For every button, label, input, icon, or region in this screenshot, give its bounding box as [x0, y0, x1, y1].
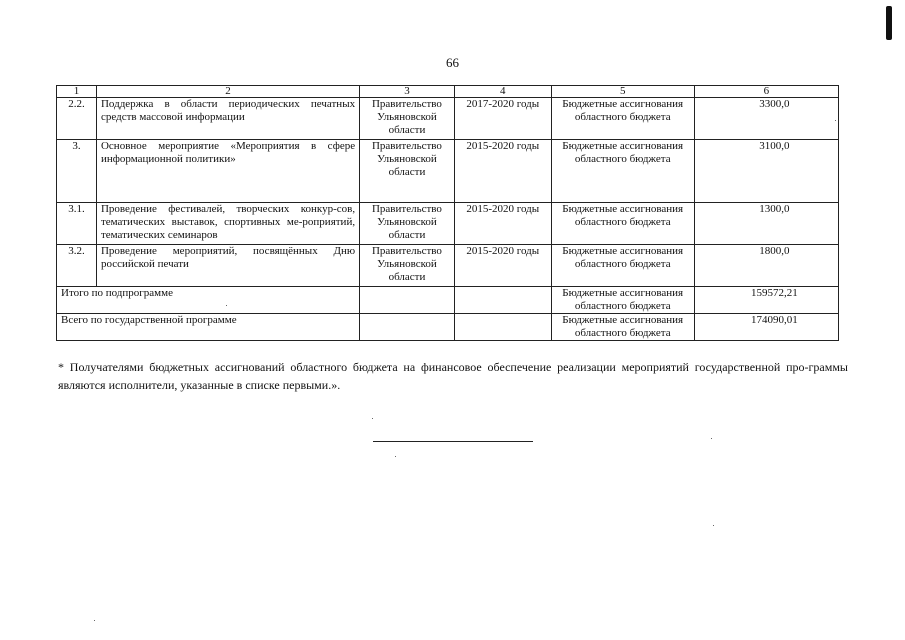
funding-source: Бюджетные ассигнования областного бюджета [551, 203, 694, 245]
table-row [57, 245, 839, 287]
row-number: 3.1. [57, 203, 97, 245]
amount: 1800,0 [694, 245, 838, 287]
activity-name: Основное мероприятие «Мероприятия в сфере информационной политики» [96, 140, 359, 203]
binding-mark [886, 6, 892, 40]
column-number-4: 4 [454, 86, 551, 98]
row-number: 3. [57, 140, 97, 203]
executor: Правительство Ульяновской области [360, 203, 455, 245]
funding-source: Бюджетные ассигнования областного бюджета [551, 314, 694, 341]
empty-cell [360, 287, 455, 314]
subtotal-label: Итого по подпрограмме [57, 287, 360, 314]
table-row [57, 203, 839, 245]
period: 2017-2020 годы [454, 98, 551, 140]
executor: Правительство Ульяновской области [360, 245, 455, 287]
footnote: * Получателями бюджетных ассигнований областного бюджета на финансовое обеспечение реализации мероприятий государственной про-граммы являются исполнители, указанные в списке первыми.». [58, 360, 848, 392]
empty-cell [360, 314, 455, 341]
table-row [57, 140, 839, 203]
table-row [57, 98, 839, 140]
scan-speck [713, 525, 714, 526]
column-number-1: 1 [57, 86, 97, 98]
period: 2015-2020 годы [454, 140, 551, 203]
row-number: 2.2. [57, 98, 97, 140]
scan-speck [226, 305, 227, 306]
period: 2015-2020 годы [454, 245, 551, 287]
column-number-2: 2 [96, 86, 359, 98]
amount: 3100,0 [694, 140, 838, 203]
grand-total-label: Всего по государственной программе [57, 314, 360, 341]
subtotal-row [57, 287, 839, 314]
activity-name: Проведение мероприятий, посвящённых Дню российской печати [96, 245, 359, 287]
amount: 1300,0 [694, 203, 838, 245]
column-number-3: 3 [360, 86, 455, 98]
budget-table [56, 85, 839, 341]
scan-speck [835, 120, 836, 121]
executor: Правительство Ульяновской области [360, 140, 455, 203]
grand-total-row [57, 314, 839, 341]
page-number: 66 [446, 55, 459, 70]
separator-line [373, 441, 533, 442]
scan-speck [94, 620, 95, 621]
scan-speck [395, 456, 396, 457]
activity-name: Проведение фестивалей, творческих конкур-сов, тематических выставок, спортивных ме-роприятий, тематических семинаров [96, 203, 359, 245]
executor: Правительство Ульяновской области [360, 98, 455, 140]
empty-cell [454, 287, 551, 314]
column-number-5: 5 [551, 86, 694, 98]
scan-speck [711, 438, 712, 439]
funding-source: Бюджетные ассигнования областного бюджета [551, 287, 694, 314]
funding-source: Бюджетные ассигнования областного бюджета [551, 245, 694, 287]
activity-name: Поддержка в области периодических печатных средств массовой информации [96, 98, 359, 140]
period: 2015-2020 годы [454, 203, 551, 245]
column-number-6: 6 [694, 86, 838, 98]
subtotal-amount: 159572,21 [694, 287, 838, 314]
grand-total-amount: 174090,01 [694, 314, 838, 341]
table-header-row [57, 86, 839, 98]
funding-source: Бюджетные ассигнования областного бюджета [551, 98, 694, 140]
scan-speck [372, 418, 373, 419]
amount: 3300,0 [694, 98, 838, 140]
funding-source: Бюджетные ассигнования областного бюджета [551, 140, 694, 203]
row-number: 3.2. [57, 245, 97, 287]
empty-cell [454, 314, 551, 341]
